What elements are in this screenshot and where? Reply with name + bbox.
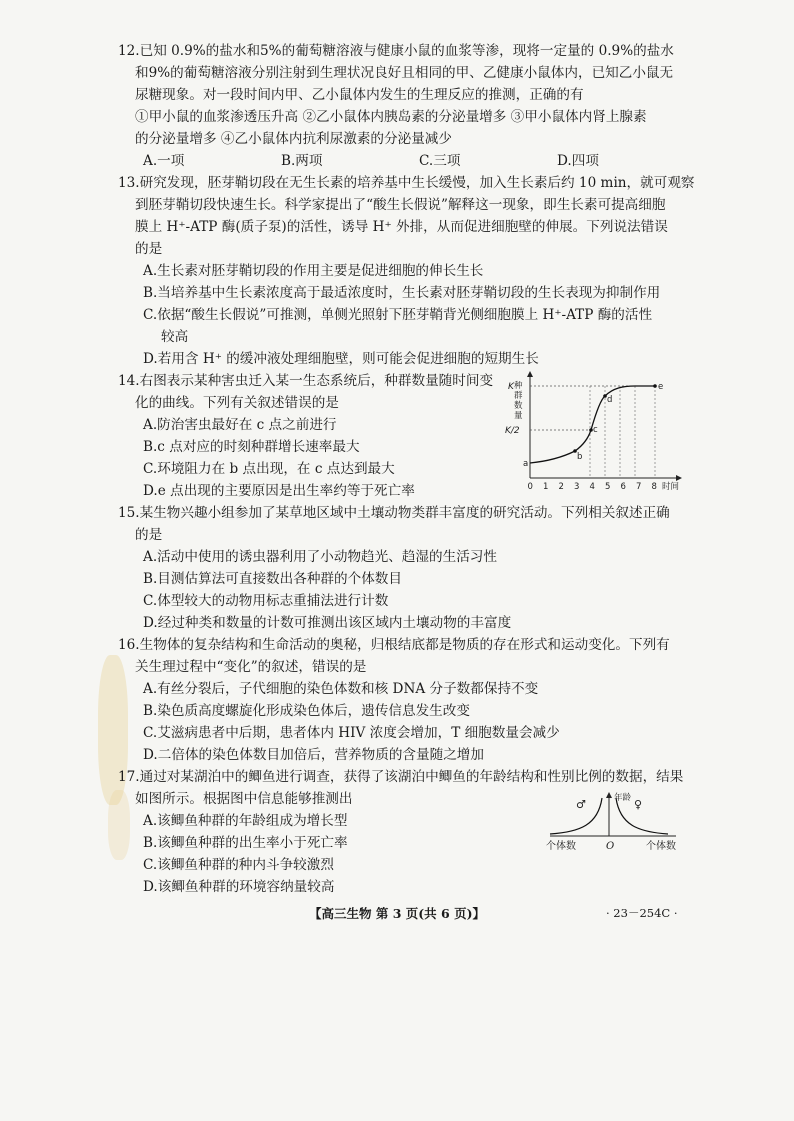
q17-option-a: A.该鲫鱼种群的年龄组成为增长型 <box>143 813 348 829</box>
q13-stem-line: 13.研究发现，胚芽鞘切段在无生长素的培养基中生长缓慢，加入生长素后约 10 min，就可观察 <box>118 175 695 191</box>
page-footer-code: · 23－254C · <box>606 906 678 920</box>
y-tick-half-k: K/2 <box>505 426 520 436</box>
q17-stem-line: 17.通过对某湖泊中的鲫鱼进行调查，获得了该湖泊中鲫鱼的年龄结构和性别比例的数据，结果 <box>118 769 684 785</box>
q14-option-a: A.防治害虫最好在 c 点之前进行 <box>143 417 337 433</box>
y-tick-k: K <box>508 382 514 392</box>
x-tick-label: 7 <box>636 482 642 492</box>
q16-stem-line: 16.生物体的复杂结构和生命活动的奥秘，归根结底都是物质的存在形式和运动变化。下列有 <box>118 637 670 653</box>
q15-option-b: B.目测估算法可直接数出各种群的个体数目 <box>143 571 402 587</box>
point-label-e: e <box>658 382 664 392</box>
point-label-a: a <box>523 459 529 469</box>
q17-stem-line: 如图所示。根据图中信息能够推测出 <box>135 791 353 807</box>
q15-option-c: C.体型较大的动物用标志重捕法进行计数 <box>143 593 389 609</box>
q16-option-c: C.艾滋病患者中后期，患者体内 HIV 浓度会增加，T 细胞数量会减少 <box>143 725 560 741</box>
x-tick-label: 2 <box>558 482 564 492</box>
x-tick-label: 0 <box>527 482 533 492</box>
x-tick-label: 3 <box>574 482 580 492</box>
q15-stem-line: 15.某生物兴趣小组参加了某草地区域中土壤动物类群丰富度的研究活动。下列相关叙述正确 <box>118 505 670 521</box>
q12-option-d: D.四项 <box>557 153 599 169</box>
q16-option-d: D.二倍体的染色体数目加倍后，营养物质的含量随之增加 <box>143 747 484 763</box>
y-axis-label-char: 量 <box>514 411 523 421</box>
x-tick-label: 1 <box>543 482 549 492</box>
q17-option-b: B.该鲫鱼种群的出生率小于死亡率 <box>143 835 348 851</box>
x-tick-label: 6 <box>620 482 626 492</box>
q13-stem-line: 到胚芽鞘切段快速生长。科学家提出了“酸生长假说”解释这一现象，即生长素可提高细胞 <box>135 197 666 213</box>
q14-stem-line: 14.右图表示某种害虫迁入某一生态系统后，种群数量随时间变 <box>118 373 494 389</box>
q14-option-d: D.e 点出现的主要原因是出生率约等于死亡率 <box>143 483 415 499</box>
point-e <box>653 384 657 388</box>
q17-option-d: D.该鲫鱼种群的环境容纳量较高 <box>143 879 335 895</box>
q13-option-c: C.依据“酸生长假说”可推测，单侧光照射下胚芽鞘背光侧细胞膜上 H⁺-ATP 酶的活性 <box>143 307 653 323</box>
q13-option-d: D.若用含 H⁺ 的缓冲液处理细胞壁，则可能会促进细胞的短期生长 <box>143 351 539 367</box>
female-symbol: ♀ <box>634 798 643 811</box>
q16-option-b: B.染色质高度螺旋化形成染色体后，遗传信息发生改变 <box>143 703 470 719</box>
x-tick-label: 4 <box>589 482 595 492</box>
q12-stem-line: 尿糖现象。对一段时间内甲、乙小鼠体内发生的生理反应的推测，正确的有 <box>135 87 584 103</box>
q12-stem-line: 的分泌量增多 ④乙小鼠体内抗利尿激素的分泌量减少 <box>135 131 452 147</box>
x-tick-group <box>528 482 657 492</box>
q15-option-a: A.活动中使用的诱虫器利用了小动物趋光、趋湿的生活习性 <box>143 549 497 565</box>
q12-stem-line: 和9%的葡萄糖溶液分别注射到生理状况良好且相同的甲、乙健康小鼠体内，已知乙小鼠无 <box>135 65 674 81</box>
q12-stem-line: ①甲小鼠的血浆渗透压升高 ②乙小鼠体内胰岛素的分泌量增多 ③甲小鼠体内肾上腺素 <box>135 109 647 125</box>
age-label: 年龄 <box>614 793 632 803</box>
paper-stain <box>108 790 130 860</box>
male-symbol: ♂ <box>576 798 586 811</box>
point-label-b: b <box>577 452 583 462</box>
q12-stem-line: 12.已知 0.9%的盐水和5%的葡萄糖溶液与健康小鼠的血浆等渗，现将一定量的 0.9%的盐水 <box>118 43 674 59</box>
q13-stem-line: 的是 <box>135 241 163 257</box>
point-label-c: c <box>593 425 598 435</box>
q12-option-a: A.一项 <box>143 153 185 169</box>
y-axis-label-char: 群 <box>514 391 523 401</box>
point-label-d: d <box>607 395 613 405</box>
left-count-label: 个体数 <box>546 841 576 852</box>
right-count-label: 个体数 <box>646 841 676 852</box>
y-axis-label-char: 种 <box>514 381 523 391</box>
q14-option-c: C.环境阻力在 b 点出现，在 c 点达到最大 <box>143 461 395 477</box>
q13-option-c-cont: 较高 <box>161 329 189 345</box>
x-axis-label: 时间 <box>662 482 680 492</box>
x-tick-label: 5 <box>605 482 611 492</box>
q14-option-b: B.c 点对应的时刻种群增长速率最大 <box>143 439 360 455</box>
q12-option-b: B.两项 <box>281 153 323 169</box>
x-tick-label: 8 <box>651 482 657 492</box>
q13-option-a: A.生长素对胚芽鞘切段的作用主要是促进细胞的伸长生长 <box>143 263 484 279</box>
q17-option-c: C.该鲫鱼种群的种内斗争较激烈 <box>143 857 334 873</box>
q13-option-b: B.当培养基中生长素浓度高于最适浓度时，生长素对胚芽鞘切段的生长表现为抑制作用 <box>143 285 661 301</box>
s-curve-figure <box>505 366 685 498</box>
y-axis-label-char: 数 <box>514 401 523 411</box>
q15-option-d: D.经过种类和数量的计数可推测出该区域内土壤动物的丰富度 <box>143 615 512 631</box>
origin-label: O <box>606 841 615 852</box>
q16-option-a: A.有丝分裂后，子代细胞的染色体数和核 DNA 分子数都保持不变 <box>143 681 539 697</box>
q16-stem-line: 关生理过程中“变化”的叙述，错误的是 <box>135 659 367 675</box>
q13-stem-line: 膜上 H⁺-ATP 酶(质子泵)的活性，诱导 H⁺ 外排，从而促进细胞壁的伸展。下列说法错误 <box>135 219 668 235</box>
q14-stem-line: 化的曲线。下列有关叙述错误的是 <box>135 395 339 411</box>
q12-option-c: C.三项 <box>419 153 461 169</box>
page-footer-title: 【高三生物 第 3 页(共 6 页)】 <box>309 906 485 921</box>
q15-stem-line: 的是 <box>135 527 163 543</box>
